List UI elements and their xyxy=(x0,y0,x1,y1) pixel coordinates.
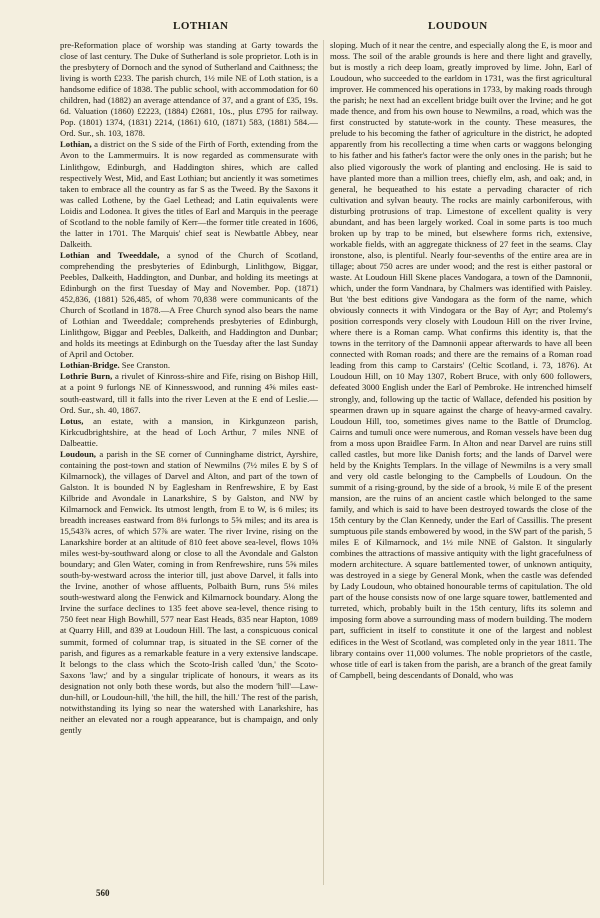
entry-text-loudoun: a parish in the SE corner of Cunninghame district, Ayrshire, containing the post-town and station of Newmilns (7½ miles E by S of Kilmarnock), the villages of Darvel and Alton, and part of the town of Galston. It is bounded N by Eaglesham in Renfrewshire, E by East Kilbride and Avondale in Lanarkshire, S by Galston, and NW by Kilmarnock and Fenwick. Its utmost length, from E to W, is 6 miles; its breadth increases eastward from 8⅛ furlongs to 5⅝ miles; and its area is 15,543⅞ acres, of which 57⅞ are water. The river Irvine, rising on the Lanarkshire border at an altitude of 810 feet above sea-level, flows 10⅝ miles west-by-southward along or close to all the Avondale and Galston boundary; and Glen Water, coming in from Renfrewshire, runs 5⅝ miles south-by-westward across the interior till, just above Darvel, it falls into the Irvine, another of whose affluents, Polbaith Burn, runs 5⅛ miles south-westward along the Fenwick and Kilmarnock boundary. Along the Irvine the surface declines to 135 feet above sea-level, thence rising to 750 feet near High Bowhill, 577 near East Heads, 835 near Hapton, 1089 at Quarry Hill, and 839 at Loudoun Hill. The last, a conspicuous conical summit, formed of columnar trap, is situated in the SE corner of the parish, and figures as a remarkable feature in a very extensive landscape. It belongs to the class which the Scoto-Irish called 'dun,' the Scoto-Saxons 'law;' and by a singular triplicate of honours, it wears as its designation not only both these words, but also the modern 'hill'—Law-dun-hill, or Loudoun-hill, 'the hill, the hill, the hill.' The rest of the parish, notwithstanding its lying so near the watershed with Lanarkshire, has neither an elevated nor a rough appearance, but is champaign, and only gently xyxy=(60,448,318,735)
page-number: 560 xyxy=(96,888,110,898)
entry-title-lothrie-burn: Lothrie Burn, xyxy=(60,371,113,382)
entry-title-loudoun: Loudoun, xyxy=(60,448,96,459)
entry-loth-continued: pre-Reformation place of worship was standing at Garty towards the close of last century. The Duke of Sutherland is sole proprietor. Loth is in the presbytery of Dornoch and the synod of Sutherland and Caithness; the living is worth £233. The parish church, 1½ mile NE of Loth station, is a handsome edifice of 1838. The public school, with accommodation for 60 children, had (1882) an average attendance of 37, and a grant of £35, 19s. 6d. Valuation (1860) £2223, (1884) £2681, 10s., plus £795 for railway. Pop. (1801) 1374, (1831) 2214, (1861) 610, (1871) 583, (1881) 584.—Ord. Sur., sh. 103, 1878. xyxy=(60,40,318,139)
left-column xyxy=(60,40,318,736)
running-head-right: LOUDOUN xyxy=(428,20,488,32)
entry-title-lothian-tweeddale: Lothian and Tweeddale, xyxy=(60,249,160,260)
entry-lothian xyxy=(60,139,318,249)
entry-lotus xyxy=(60,416,318,449)
entry-text-lothian-bridge: See Cranston. xyxy=(119,360,171,371)
entry-loudoun-continued: sloping. Much of it near the centre, and especially along the E, is moor and moss. The soil of the arable grounds is here and there light and gravelly, but is mostly a rich deep loam, greatly improved by lime. John, Earl of Loudoun, who succeeded to the earldom in 1731, was the first agricultural improver. He commenced his operations in 1733, by making roads through the parish; he next had an excellent bridge built over the Irvine; and he got made thence, and from his own house to Newmilns, a road, which was the first constructed by statute-work in the county. These measures, the prelude to his becoming the father of agriculture in the district, he adopted apparently from his recollecting a time when carts or waggons belonging to his father and his father's factor were the only ones in the parish; but he also plied vigorously the work of planting and enclosing. He is said to have planted more than a million trees, chiefly elm, ash, and oak; and, in general, he bequeathed to his estate a pervading character of rich cultivation and sylvan beauty. The rocks are mainly carboniferous, with disturbing protrusions of trap. Limestone of excellent quality is very abundant, and has been largely worked. Coal in some parts is too much broken up by trap to be mined, but elsewhere forms rich, extensive, workable fields, with an aggregate thickness of 27 feet in the seams. Clay ironstone, also, is plentiful. Nearly four-sevenths of the entire area are in tillage; about 750 acres are under wood; and the rest is either pastoral or waste. At Loudoun Hill Skene places Vandogara, a town of the Damnonii, which, under the form Vandnara, by Chalmers was identified with Paisley. But 'the best editions give Vandogara as the form of the name, which obviously connects it with Vindogara or the Bay of Ayr; and Ptolemy's position corresponds very closely with Loudoun Hill on the river Irvine, where there is a Roman camp. What confirms this identity is, that the towns in the territory of the Damnonii appear afterwards to have all been connected with Roman roads; and there are the remains of a Roman road leading from this camp to Carstairs' (Celtic Scotland, i. 73, 1876). At Loudoun Hill, on 10 May 1307, Robert Bruce, with only 600 followers, defeated 3000 English under the Earl of Pembroke. He intrenched himself strongly, and, following up the tactic of Wallace, defended his position by spearmen drawn up in square against the charge of heavy-armed cavalry. Loudoun Hill, too, sometimes gives name to the Battle of Drumclog. Cairns and tumuli once were numerous, and Roman vessels have been dug from a moss upon Braidlee Farm. In Alton and near Darvel are ruins still called castles, but more like Danish forts; and the lands of Darvel were held by the Knights Templars. In the village of Newmilns is a very small and very old castle belonging to the Campbells of Loudoun. On the summit of a rising-ground, by the side of a brook, ½ mile E of the present mansion, are the ruins of an ancient castle which belonged to the same family, and which is said to have been destroyed towards the close of the 15th century by the Clan Kennedy, under the Earl of Cassillis. The present sumptuous pile stands embowered by wood, in the SW part of the parish, 5 miles E of Kilmarnock, and 1½ mile NNE of Galston. It singularly combines the attractions of massive antiquity with the light gracefulness of modern architecture. A square battlemented tower, of unknown antiquity, was destroyed in a siege by General Monk, when the castle was defended by Lady Loudoun, who obtained honourable terms of capitulation. The old part of the house consists now of one large square tower, battlemented and turreted, which, probably built in the 15th century, lifts its solemn and imposing form above a surrounding mass of modern building. The modern part, sufficient in itself to constitute it one of the largest and noblest edifices in the West of Scotland, was completed only in the year 1811. The library contains over 11,000 volumes. The noble proprietors of the castle, whose title of earl is taken from the parish, are a branch of the great family of Campbell, being descendants of Donald, who was xyxy=(330,40,592,680)
entry-lothrie-burn xyxy=(60,371,318,415)
entry-loudoun xyxy=(60,449,318,736)
running-head-left: LOTHIAN xyxy=(173,20,229,32)
entry-title-lothian: Lothian, xyxy=(60,139,92,150)
column-divider xyxy=(323,40,324,885)
entry-title-lothian-bridge: Lothian-Bridge. xyxy=(60,360,120,371)
entry-lothian-bridge xyxy=(60,360,318,371)
entry-text-lothian: a district on the S side of the Firth of Forth, extending from the Avon to the Lammermuirs. It is now regarded as commensurate with Linlithgow, Edinburgh, and Haddington shires, which are called respectively West, Mid, and East Lothian; but anciently it was sometimes taken to embrace all the country as far S as the Tweed. By the Saxons it was called Lothene, by the Gael Lethead; and Latin equivalents were Loidis and Lodonea. It gives the titles of Earl and Marquis in the peerage of Scotland to the noble family of Kerr—the former title created in 1606, the latter in 1701. The Marquis' chief seat is Newbattle Abbey, near Dalkeith. xyxy=(60,139,318,249)
entry-title-lotus: Lotus, xyxy=(60,415,84,426)
entry-text-lothrie-burn: a rivulet of Kinross-shire and Fife, rising on Bishop Hill, at a point 9 furlongs NE of Kinnesswood, and running 4⅝ miles east-south-eastward, till it falls into the river Leven at the E end of Leslie.—Ord. Sur., sh. 40, 1867. xyxy=(60,371,318,415)
entry-lothian-tweeddale xyxy=(60,250,318,360)
entry-text-lothian-tweeddale: a synod of the Church of Scotland, comprehending the presbyteries of Edinburgh, Linlithgow, Biggar, Peebles, Dalkeith, Haddington, and Dunbar, and holding its meetings at Edinburgh on the first Tuesday of May and November. Pop. (1871) 452,836, (1881) 526,485, of whom 70,838 were communicants of the Church of Scotland in 1878.—A Free Church synod also bears the name of Lothian and Tweeddale; comprehends presbyteries of Edinburgh, Linlithgow, Biggar and Peebles, Dalkeith, and Haddington and Dunbar; and holds its meetings at Edinburgh on the Tuesday after the last Sunday of April and October. xyxy=(60,249,318,360)
running-header xyxy=(58,20,570,36)
entry-text-lotus: an estate, with a mansion, in Kirkgunzeon parish, Kirkcudbrightshire, at the head of Loch Arthur, 7 miles NNE of Dalbeattie. xyxy=(60,415,318,448)
right-column xyxy=(330,40,592,681)
